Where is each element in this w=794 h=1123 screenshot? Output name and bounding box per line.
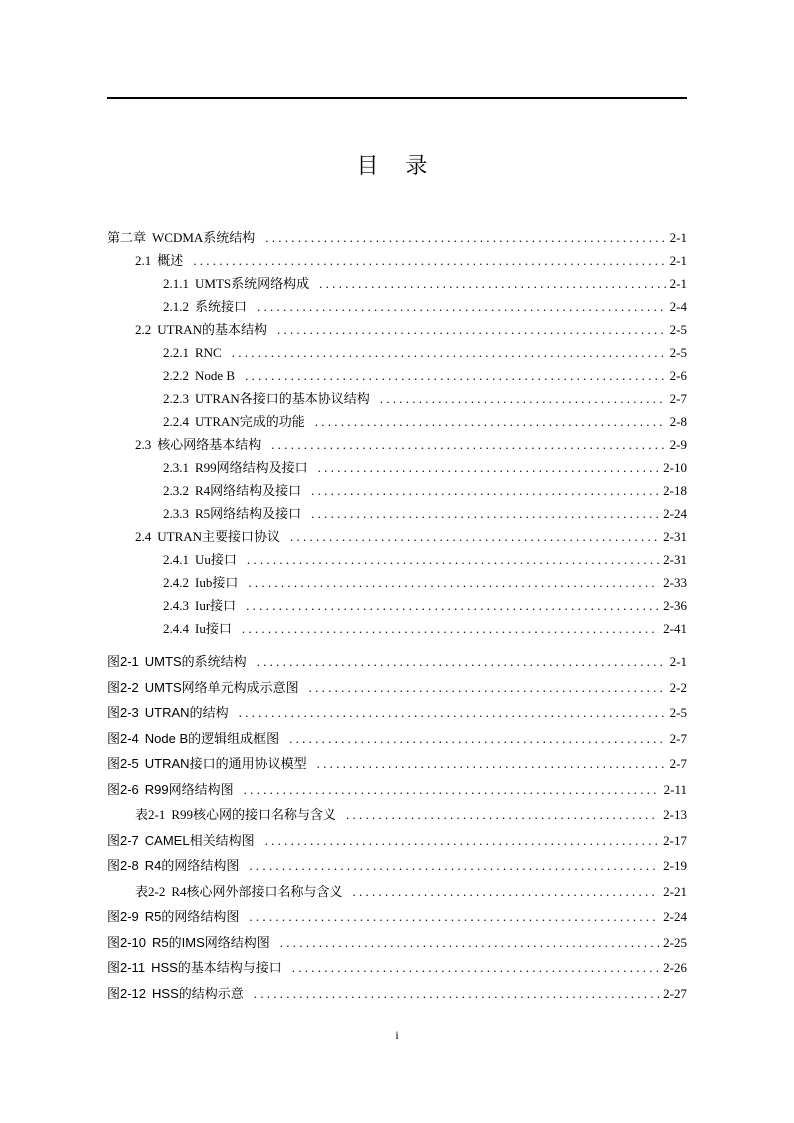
toc-entry[interactable]	[107, 981, 687, 1007]
toc-entry[interactable]	[107, 726, 687, 752]
toc-entry[interactable]	[107, 955, 687, 981]
toc-entry-number: 图2-4	[107, 730, 139, 746]
toc-entry-title: 概述	[157, 253, 184, 268]
toc-entry-page: 2-26	[663, 960, 687, 975]
toc-dot-leader	[380, 387, 666, 410]
toc-entry[interactable]	[107, 879, 687, 905]
toc-entry-title: R4核心网外部接口名称与含义	[171, 883, 343, 899]
toc-entry-number: 2.2	[135, 322, 152, 337]
toc-entry-title: CAMEL相关结构图	[144, 832, 255, 848]
toc-entry[interactable]	[107, 387, 687, 410]
toc-entry-number: 图2-6	[107, 781, 139, 797]
toc-entry-title: UTRAN的结构	[144, 705, 229, 720]
toc-sections	[107, 226, 687, 640]
toc-entry-number: 2.3.2	[163, 483, 189, 498]
header-rule	[107, 97, 687, 99]
toc-entry[interactable]	[107, 675, 687, 701]
toc-entry[interactable]	[107, 295, 687, 318]
toc-entry[interactable]	[107, 479, 687, 502]
toc-entry-number: 2.4	[135, 529, 152, 544]
toc-dot-leader	[246, 594, 659, 617]
toc-entry-page: 2-9	[669, 437, 687, 452]
toc-entry-title: 核心网络基本结构	[157, 437, 262, 452]
toc-dot-leader	[244, 777, 660, 803]
toc-dot-leader	[311, 479, 659, 502]
toc-figures	[107, 649, 687, 1006]
toc-dot-leader	[257, 295, 666, 318]
toc-entry[interactable]	[107, 272, 687, 295]
toc-entry-title: R99网络结构及接口	[195, 460, 308, 475]
toc-entry-page: 2-7	[669, 391, 687, 406]
toc-entry-title: Uu接口	[195, 552, 237, 567]
toc-entry-number: 图2-11	[107, 960, 146, 975]
toc-entry[interactable]	[107, 802, 687, 828]
toc-entry-number: 2.3	[135, 437, 152, 452]
toc-entry-title: R99核心网的接口名称与含义	[171, 807, 337, 822]
toc-entry[interactable]	[107, 617, 687, 640]
toc-entry-number: 图2-9	[107, 909, 139, 924]
toc-entry-number: 图2-12	[107, 985, 147, 1001]
toc-entry[interactable]	[107, 364, 687, 387]
toc-entry[interactable]	[107, 649, 687, 675]
toc-entry-title: Iur接口	[195, 598, 237, 613]
toc-dot-leader	[353, 879, 660, 905]
toc-dot-leader	[239, 700, 666, 726]
toc-entry-title: R5的网络结构图	[144, 909, 240, 924]
toc-dot-leader	[257, 649, 666, 675]
toc-entry-title: Node B的逻辑组成框图	[144, 730, 280, 746]
toc-entry[interactable]	[107, 341, 687, 364]
toc-entry[interactable]	[107, 751, 687, 777]
toc-entry-title: RNC	[195, 345, 222, 360]
toc-entry-title: Node B	[195, 368, 236, 383]
toc-dot-leader	[249, 904, 659, 930]
toc-dot-leader	[265, 226, 665, 249]
toc-dot-leader	[232, 341, 666, 364]
toc-entry[interactable]	[107, 525, 687, 548]
toc-entry-number: 第二章	[107, 230, 147, 245]
toc-dot-leader	[193, 249, 665, 272]
toc-entry-number: 图2-5	[107, 756, 139, 771]
toc-dot-leader	[248, 571, 659, 594]
toc-entry-page: 2-1	[669, 276, 687, 291]
toc-entry-number: 2.2.2	[163, 368, 189, 383]
toc-dot-leader	[254, 981, 659, 1007]
toc-entry-page: 2-10	[663, 460, 687, 475]
toc-entry-title: UMTS的系统结构	[144, 654, 247, 669]
toc-entry-number: 图2-3	[107, 705, 139, 720]
toc-entry-number: 2.4.2	[163, 575, 189, 590]
toc-entry-number: 2.4.4	[163, 621, 189, 636]
toc-dot-leader	[346, 802, 659, 828]
toc-dot-leader	[271, 433, 665, 456]
toc-entry-number: 2.3.1	[163, 460, 189, 475]
toc-entry[interactable]	[107, 828, 687, 854]
toc-entry-title: UMTS系统网络构成	[195, 276, 310, 291]
page-number: i	[395, 1028, 399, 1042]
toc-dot-leader	[242, 617, 659, 640]
toc-entry-page: 2-1	[669, 654, 687, 669]
toc-entry[interactable]	[107, 777, 687, 803]
toc-entry[interactable]	[107, 930, 687, 956]
toc-entry-number: 图2-1	[107, 654, 139, 669]
toc-entry[interactable]	[107, 904, 687, 930]
toc-entry-page: 2-11	[663, 781, 687, 797]
toc-entry-title: HSS的结构示意	[152, 985, 244, 1001]
toc-entry-title: UTRAN各接口的基本协议结构	[195, 391, 370, 406]
toc-entry-page: 2-7	[669, 730, 687, 746]
toc-entry-title: R4的网络结构图	[144, 858, 240, 873]
toc-entry-page: 2-1	[669, 253, 687, 268]
toc-entry-page: 2-18	[663, 483, 687, 498]
toc-dot-leader	[292, 955, 659, 981]
toc-entry-number: 图2-8	[107, 858, 139, 873]
toc-dot-leader	[309, 675, 666, 701]
toc-entry-number: 2.2.3	[163, 391, 189, 406]
toc-entry-page: 2-27	[663, 985, 687, 1001]
toc-dot-leader	[311, 502, 659, 525]
toc-dot-leader	[280, 930, 659, 956]
toc-dot-leader	[245, 364, 666, 387]
toc-entry-number: 图2-7	[107, 832, 139, 848]
toc-entry-number: 2.2.4	[163, 414, 189, 429]
toc-entry-page: 2-41	[663, 621, 687, 636]
toc-entry[interactable]	[107, 318, 687, 341]
toc-dot-leader	[315, 410, 666, 433]
toc-entry-number: 2.1.2	[163, 299, 189, 314]
toc-entry-title: UTRAN完成的功能	[195, 414, 305, 429]
toc-entry[interactable]	[107, 410, 687, 433]
toc-entry-title: WCDMA系统结构	[152, 230, 256, 245]
toc-dot-leader	[290, 525, 659, 548]
toc-entry-number: 2.1	[135, 253, 152, 268]
toc-dot-leader	[289, 726, 665, 752]
toc-entry[interactable]	[107, 226, 687, 249]
toc-entry[interactable]	[107, 456, 687, 479]
toc-entry-page: 2-8	[669, 414, 687, 429]
toc-entry-title: Iub接口	[195, 575, 239, 590]
page-title: 目 录	[356, 154, 438, 179]
toc-dot-leader	[277, 318, 666, 341]
toc-entry-page: 2-33	[663, 575, 687, 590]
toc-entry-page: 2-25	[663, 934, 687, 950]
toc-dot-leader	[319, 272, 666, 295]
toc-entry-title: R99网络结构图	[144, 781, 234, 797]
toc-entry-page: 2-17	[663, 832, 687, 848]
toc-entry-page: 2-2	[669, 679, 687, 695]
toc-entry-page: 2-5	[669, 322, 687, 337]
toc-entry-page: 2-6	[669, 368, 687, 383]
toc-entry-title: R5网络结构及接口	[195, 506, 302, 521]
toc-entry-page: 2-7	[669, 756, 687, 771]
table-of-contents	[107, 226, 687, 1006]
toc-dot-leader	[249, 853, 659, 879]
toc-entry-title: UTRAN的基本结构	[157, 322, 268, 337]
toc-entry[interactable]	[107, 594, 687, 617]
toc-entry-number: 2.3.3	[163, 506, 189, 521]
toc-entry-title: Iu接口	[195, 621, 232, 636]
toc-entry-title: UMTS网络单元构成示意图	[144, 679, 299, 695]
toc-entry-number: 表2-2	[135, 883, 166, 899]
toc-dot-leader	[247, 548, 659, 571]
toc-entry-number: 2.4.1	[163, 552, 189, 567]
toc-entry-title: R4网络结构及接口	[195, 483, 302, 498]
toc-entry[interactable]	[107, 433, 687, 456]
toc-entry-page: 2-5	[669, 345, 687, 360]
toc-entry-page: 2-4	[669, 299, 687, 314]
toc-entry-page: 2-36	[663, 598, 687, 613]
toc-entry-page: 2-24	[663, 909, 687, 924]
toc-entry-number: 表2-1	[135, 807, 166, 822]
toc-entry-page: 2-1	[669, 230, 687, 245]
toc-entry-number: 2.1.1	[163, 276, 189, 291]
toc-entry[interactable]	[107, 853, 687, 879]
toc-entry-page: 2-13	[663, 807, 687, 822]
toc-entry-title: 系统接口	[195, 299, 248, 314]
toc-entry-number: 图2-10	[107, 934, 147, 950]
toc-entry-number: 2.2.1	[163, 345, 189, 360]
toc-gap	[107, 640, 687, 649]
toc-dot-leader	[318, 456, 659, 479]
toc-entry-number: 2.4.3	[163, 598, 189, 613]
toc-entry-page: 2-19	[663, 858, 687, 873]
toc-entry-title: UTRAN接口的通用协议模型	[144, 756, 307, 771]
toc-entry-page: 2-21	[663, 883, 687, 899]
toc-entry[interactable]	[107, 548, 687, 571]
toc-entry-page: 2-31	[663, 552, 687, 567]
toc-entry-page: 2-31	[663, 529, 687, 544]
toc-entry-title: UTRAN主要接口协议	[157, 529, 281, 544]
toc-entry-number: 图2-2	[107, 679, 139, 695]
toc-entry-page: 2-5	[669, 705, 687, 720]
toc-entry-page: 2-24	[663, 506, 687, 521]
toc-entry[interactable]	[107, 571, 687, 594]
toc-entry-title: R5的IMS网络结构图	[152, 934, 270, 950]
toc-entry[interactable]	[107, 249, 687, 272]
toc-entry[interactable]	[107, 502, 687, 525]
toc-entry[interactable]	[107, 700, 687, 726]
toc-entry-title: HSS的基本结构与接口	[151, 960, 282, 975]
toc-dot-leader	[317, 751, 666, 777]
toc-dot-leader	[265, 828, 660, 854]
